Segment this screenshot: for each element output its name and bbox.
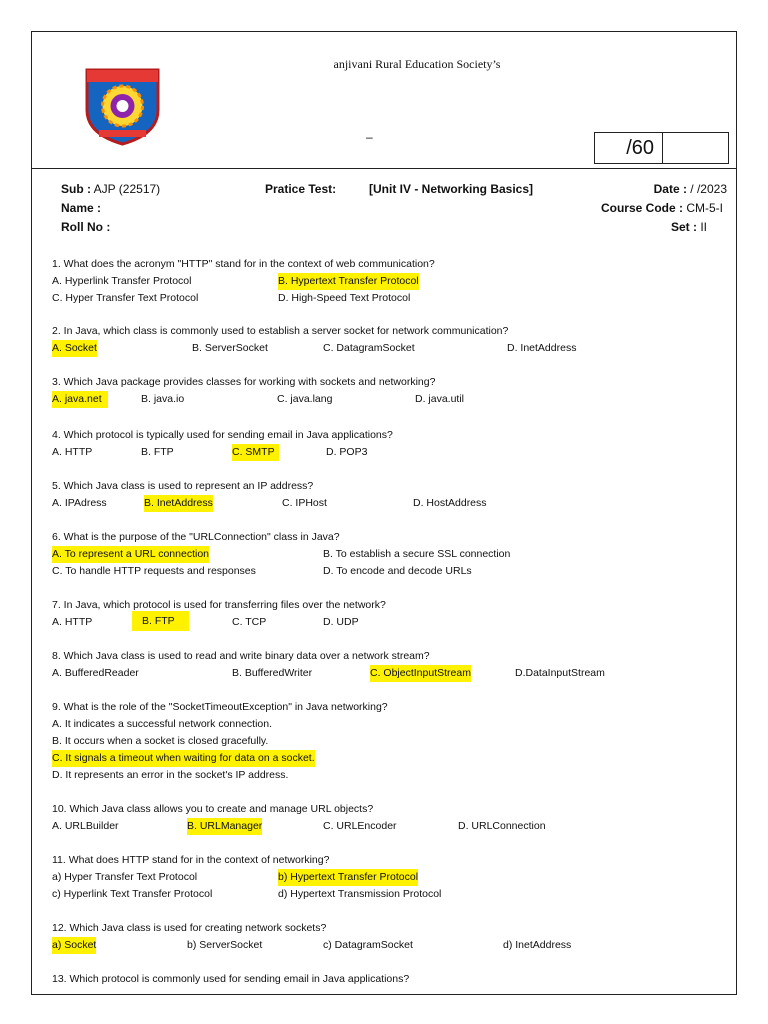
option-a-answer: A. Socket [52,340,97,357]
option-b-answer: B. URLManager [187,818,262,835]
option-a-answer: a) Socket [52,937,96,954]
question-text: 12. Which Java class is used for creating network sockets? [52,922,327,934]
question-text: 10. Which Java class allows you to create and manage URL objects? [52,803,374,815]
set-line [671,218,707,237]
society-name: anjivani Rural Education Society’s [333,57,501,71]
unit-line [369,180,533,199]
option-a: A. Hyperlink Transfer Protocol [52,275,192,287]
option-b-answer: B. FTP [132,611,189,631]
question-text: 6. What is the purpose of the "URLConnection" class in Java? [52,531,340,543]
option-c: C. IPHost [282,497,327,509]
option-a: A. IPAdress [52,497,107,509]
option-d: D. UDP [323,616,359,628]
option-a: A. HTTP [52,446,93,458]
option-c-answer: C. It signals a timeout when waiting for data on a socket. [52,750,315,767]
question-9 [52,699,732,784]
question-text: 9. What is the role of the "SocketTimeoutException" in Java networking? [52,701,388,713]
question-text: 5. Which Java class is used to represent an IP address? [52,480,314,492]
unit-title: [Unit IV - Networking Basics] [369,182,534,196]
option-b: B. java.io [141,393,185,405]
test-line [265,180,336,199]
roll-line [61,218,110,237]
option-a: A. BufferedReader [52,667,139,679]
option-a-answer: A. To represent a URL connection [52,546,209,563]
option-a: A. It indicates a successful network connection. [52,718,273,730]
course-label: Course Code : [600,201,683,215]
subject-label: Sub : [61,182,91,196]
option-d: D. High-Speed Text Protocol [278,292,411,304]
option-a: A. HTTP [52,616,93,628]
question-1 [52,256,732,307]
question-text: 11. What does HTTP stand for in the context of networking? [52,854,330,866]
option-d: D. URLConnection [458,820,546,832]
option-c: C. Hyper Transfer Text Protocol [52,292,199,304]
option-c: C. DatagramSocket [323,342,415,354]
option-d: D. It represents an error in the socket's IP address. [52,769,289,781]
date-value: / /2023 [690,182,727,196]
question-10 [52,801,732,835]
exam-paper [31,31,737,995]
date-label: Date : [653,182,687,196]
option-c: c) Hyperlink Text Transfer Protocol [52,888,213,900]
course-line [601,199,723,218]
question-text: 1. What does the acronym "HTTP" stand for in the context of web communication? [52,258,435,270]
question-text: 8. Which Java class is used to read and write binary data over a network stream? [52,650,430,662]
option-c-answer: C. SMTP [232,444,279,461]
question-13 [52,971,732,988]
obtained-marks-cell[interactable] [663,133,728,163]
option-d: D. InetAddress [507,342,577,354]
option-b: B. It occurs when a socket is closed gracefully. [52,735,269,747]
subject-value: AJP (22517) [93,182,161,196]
option-b: B. FTP [141,446,174,458]
option-b-answer: B. Hypertext Transfer Protocol [278,273,419,290]
option-c: C. To handle HTTP requests and responses [52,565,256,577]
question-5 [52,478,732,512]
option-a: A. URLBuilder [52,820,119,832]
date-line [654,180,727,199]
option-d: D. java.util [415,393,465,405]
option-b: B. ServerSocket [192,342,268,354]
option-a-answer: A. java.net [52,391,108,408]
question-text: 3. Which Java package provides classes for working with sockets and networking? [52,376,436,388]
option-c-answer: C. ObjectInputStream [370,665,471,682]
subject-line [61,180,160,199]
set-label: Set : [670,220,697,234]
option-b: B. To establish a secure SSL connection [323,548,511,560]
option-a: a) Hyper Transfer Text Protocol [52,871,198,883]
institute-logo-icon [81,64,164,147]
set-value: II [700,220,707,234]
name-label: Name : [61,201,102,215]
question-7 [52,597,732,631]
question-2 [52,323,732,357]
name-line [61,199,101,218]
question-text: 4. Which protocol is typically used for sending email in Java applications? [52,429,393,441]
option-c: C. TCP [232,616,267,628]
question-6 [52,529,732,580]
option-d: D.DataInputStream [515,667,605,679]
question-3 [52,374,732,408]
option-d: d) InetAddress [503,939,572,951]
question-12 [52,920,732,954]
question-11 [52,852,732,903]
option-b-answer: B. InetAddress [144,495,213,512]
question-4 [52,427,732,461]
option-b-answer: b) Hypertext Transfer Protocol [278,869,418,886]
option-b: b) ServerSocket [187,939,263,951]
option-c: C. java.lang [277,393,333,405]
option-b: B. BufferedWriter [232,667,313,679]
marks-box [594,132,729,164]
question-text: 7. In Java, which protocol is used for transferring files over the network? [52,599,386,611]
test-label: Pratice Test: [265,182,337,196]
question-text: 2. In Java, which class is commonly used to establish a server socket for network communication? [52,325,509,337]
question-text: 13. Which protocol is commonly used for sending email in Java applications? [52,973,410,985]
roll-label: Roll No : [61,220,111,234]
option-d: D. HostAddress [413,497,487,509]
header-dash: – [366,130,373,144]
option-d: D. To encode and decode URLs [323,565,472,577]
option-d: d) Hypertext Transmission Protocol [278,888,442,900]
paper-header [32,32,736,169]
total-marks: /60 [595,133,663,163]
course-value: CM-5-I [686,201,723,215]
option-c: C. URLEncoder [323,820,397,832]
option-c: c) DatagramSocket [323,939,413,951]
question-8 [52,648,732,682]
option-d: D. POP3 [326,446,368,458]
